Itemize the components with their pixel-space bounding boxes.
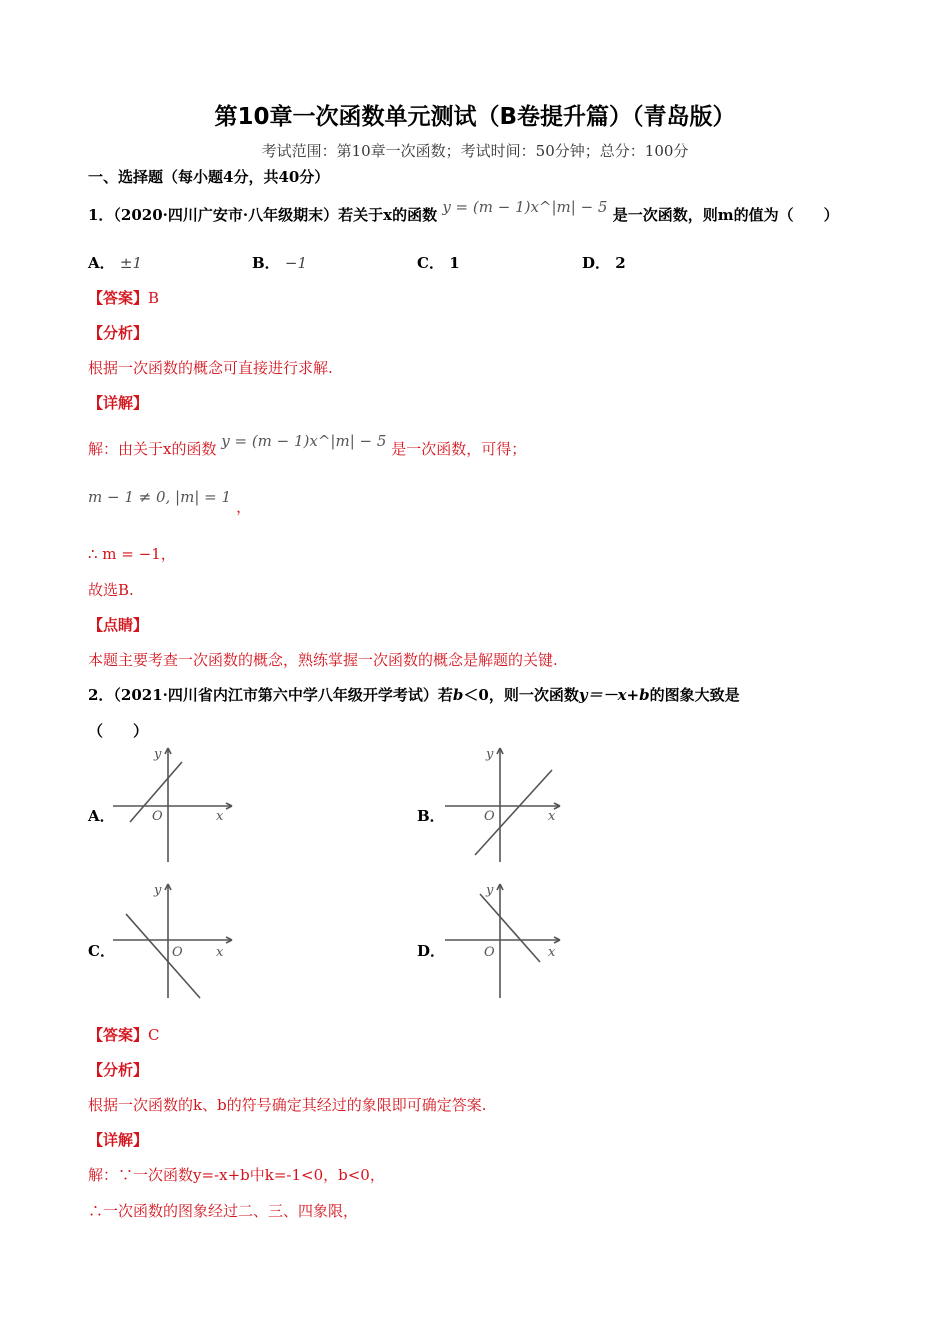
detail-prefix: 解：由关于x的函数 <box>88 440 217 458</box>
q1-answer <box>88 287 159 308</box>
q1-comment-tag: 【点睛】 <box>88 616 149 634</box>
q1-therefore: ∴ m = −1， <box>88 545 176 563</box>
function-line <box>126 914 200 998</box>
q1-formula: y = (m − 1)x^|m| − 5 <box>442 198 608 216</box>
q2-graph-a <box>108 740 238 870</box>
detail-formula: y = (m − 1)x^|m| − 5 <box>221 432 387 450</box>
q1-option-a <box>88 252 142 273</box>
option-letter: B． <box>252 254 280 272</box>
q2-detail-1: 解：∵一次函数y=-x+b中k=-1<0，b<0， <box>88 1166 385 1184</box>
q2-graph-b <box>440 740 570 870</box>
condition-comma: ， <box>236 498 252 516</box>
answer-tag: 【答案】 <box>88 1026 149 1044</box>
q1-stem-prefix: 1．（2020·四川广安市·八年级期末）若关于x的函数 <box>88 206 438 224</box>
condition-formula: m − 1 ≠ 0, |m| = 1 <box>88 488 232 506</box>
section-heading: 一、选择题（每小题4分，共40分） <box>88 168 330 186</box>
answer-tag: 【答案】 <box>88 289 149 307</box>
option-letter: A． <box>88 254 115 272</box>
origin-label: O <box>484 809 495 824</box>
q2-analysis-tag: 【分析】 <box>88 1061 149 1079</box>
q1-detail-line <box>88 432 527 459</box>
y-label: y <box>486 747 494 762</box>
x-label: x <box>216 809 224 824</box>
q2-graph-d <box>440 876 570 1006</box>
q1-analysis-tag: 【分析】 <box>88 324 149 342</box>
x-label: x <box>216 945 224 960</box>
page-subtitle: 考试范围：第10章一次函数；考试时间：50分钟；总分：100分 <box>261 142 689 160</box>
origin-label: O <box>152 809 163 824</box>
q2-paren: （ ） <box>88 722 149 740</box>
option-letter: C． <box>417 254 444 272</box>
q1-option-c <box>417 252 460 273</box>
q2-answer <box>88 1024 160 1045</box>
origin-label: O <box>172 945 183 960</box>
option-value: ±1 <box>119 254 142 272</box>
x-label: x <box>548 945 556 960</box>
y-label: y <box>154 747 162 762</box>
q2-option-b-letter: B． <box>417 807 445 825</box>
q2-condition: ＜0，则一次函数 <box>463 686 579 704</box>
q1-choose: 故选B. <box>88 581 134 599</box>
q1-option-d <box>582 252 626 273</box>
option-value: 1 <box>449 254 460 272</box>
detail-suffix: 是一次函数，可得； <box>391 440 527 458</box>
option-value: −1 <box>284 254 308 272</box>
q1-option-b <box>252 252 307 273</box>
option-letter: D． <box>582 254 611 272</box>
x-label: x <box>548 809 556 824</box>
q2-detail-2: ∴一次函数的图象经过二、三、四象限， <box>88 1202 359 1220</box>
answer-value: C <box>148 1026 160 1044</box>
q2-stem-suffix: 的图象大致是 <box>649 686 740 704</box>
q2-stem <box>88 684 740 705</box>
q1-comment: 本题主要考查一次函数的概念，熟练掌握一次函数的概念是解题的关键. <box>88 651 558 669</box>
q2-detail-tag: 【详解】 <box>88 1131 149 1149</box>
q1-stem-suffix: 是一次函数，则m的值为（ ） <box>612 206 839 224</box>
y-label: y <box>486 883 494 898</box>
answer-value: B <box>148 289 160 307</box>
origin-label: O <box>484 945 495 960</box>
q1-detail-tag: 【详解】 <box>88 394 149 412</box>
option-value: 2 <box>615 254 626 272</box>
q2-option-d-letter: D． <box>417 942 446 960</box>
page-title: 第10章一次函数单元测试（B卷提升篇）（青岛版） <box>214 104 736 130</box>
q2-equation: y＝－x+b <box>578 686 650 704</box>
q2-graph-c <box>108 876 238 1006</box>
q2-option-c-letter: C． <box>88 942 115 960</box>
q2-stem-prefix: 2．（2021·四川省内江市第六中学八年级开学考试）若 <box>88 686 453 704</box>
y-label: y <box>154 883 162 898</box>
q1-stem <box>88 198 839 225</box>
q1-analysis: 根据一次函数的概念可直接进行求解. <box>88 359 333 377</box>
q2-analysis: 根据一次函数的k、b的符号确定其经过的象限即可确定答案. <box>88 1096 487 1114</box>
q1-condition <box>88 486 252 516</box>
q2-option-a-letter: A． <box>88 807 115 825</box>
q2-var-b: b <box>452 686 464 704</box>
